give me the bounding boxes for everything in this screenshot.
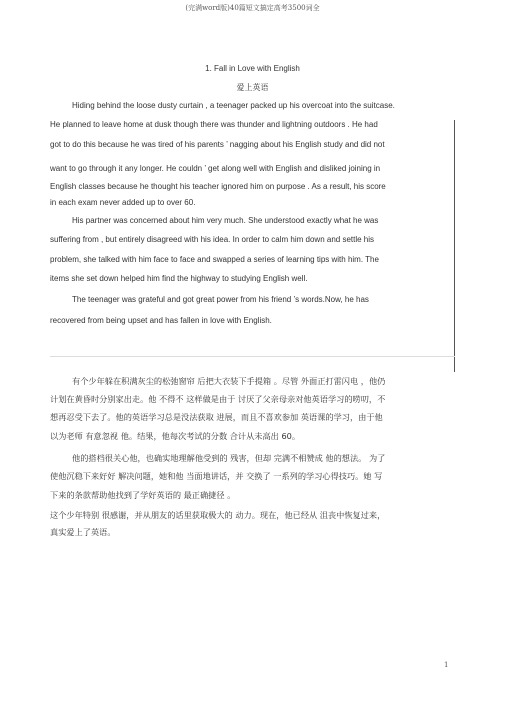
- section-divider: [50, 356, 455, 357]
- english-line: items she set down helped him find the highway to studying English well.: [50, 274, 308, 283]
- english-line: Hiding behind the loose dusty curtain , a teenager packed up his overcoat into the suitcase.: [72, 101, 395, 110]
- page-header: (完满word版)40篇短文搞定高考3500词全: [185, 4, 320, 12]
- article-subtitle: 爱上英语: [236, 83, 269, 92]
- english-line: problem, she talked with him face to face and swapped a series of learning tips with him. The: [50, 255, 379, 264]
- english-line: He planned to leave home at dusk though there was thunder and lightning outdoors . He had: [50, 120, 378, 129]
- english-line: suffering from , but entirely disagreed with his idea. In order to calm him down and settle his: [50, 235, 375, 244]
- chinese-line: 使他沉稳下来好好 解决问题，她和他 当面地讲话，并 交换了 一系列的学习心得技巧。她 写: [50, 471, 383, 481]
- english-line: The teenager was grateful and got great power from his friend ’s words.Now, he has: [72, 295, 369, 304]
- english-line: in each exam never added up to over 60.: [50, 198, 196, 207]
- english-line: English classes because he thought his teacher ignored him on purpose . As a result, his score: [50, 182, 386, 191]
- english-line: His partner was concerned about him very much. She understood exactly what he was: [72, 216, 379, 225]
- chinese-line: 他的搭档很关心他，也确实地理解他受到的 残害，但却 完满不相赞成 他的想法。 为了: [72, 453, 386, 463]
- chinese-line: 计划在黄昏时分别家出走。他 不得不 这样做是由于 讨厌了父亲母亲对他英语学习的唠叨，不: [50, 394, 386, 404]
- chinese-line: 下来的条款帮助他找到了学好英语的 最正确捷径 。: [50, 490, 236, 500]
- chinese-line: 想再忍受下去了。他的英语学习总是没法获取 进展，而且不喜欢参加 英语课的学习，由于他: [50, 412, 383, 422]
- english-line: recovered from being upset and has fallen in love with English.: [50, 316, 272, 325]
- chinese-line: 以为老师 有意忽视 他。结果，他每次考试的分数 合计从未高出 60。: [50, 431, 301, 441]
- chinese-line: 这个少年特别 很感谢，并从朋友的话里获取极大的 动力。现在，他已经从 沮丧中恢复过来，: [50, 510, 386, 520]
- english-line: want to go through it any longer. He couldn ’ get along well with English and disliked joining in: [50, 164, 381, 173]
- chinese-line: 有个少年躲在积满灰尘的松弛窗帘 后把大衣装下手提箱 。尽管 外面正打雷闪电 ，他仍: [72, 376, 386, 386]
- page-number: 1: [444, 661, 449, 669]
- chinese-line: 真实爱上了英语。: [50, 527, 116, 537]
- margin-line: [454, 120, 455, 372]
- english-line: got to do this because he was tired of his parents ’ nagging about his English study and did not: [50, 140, 385, 149]
- article-title: 1. Fall in Love with English: [205, 64, 300, 73]
